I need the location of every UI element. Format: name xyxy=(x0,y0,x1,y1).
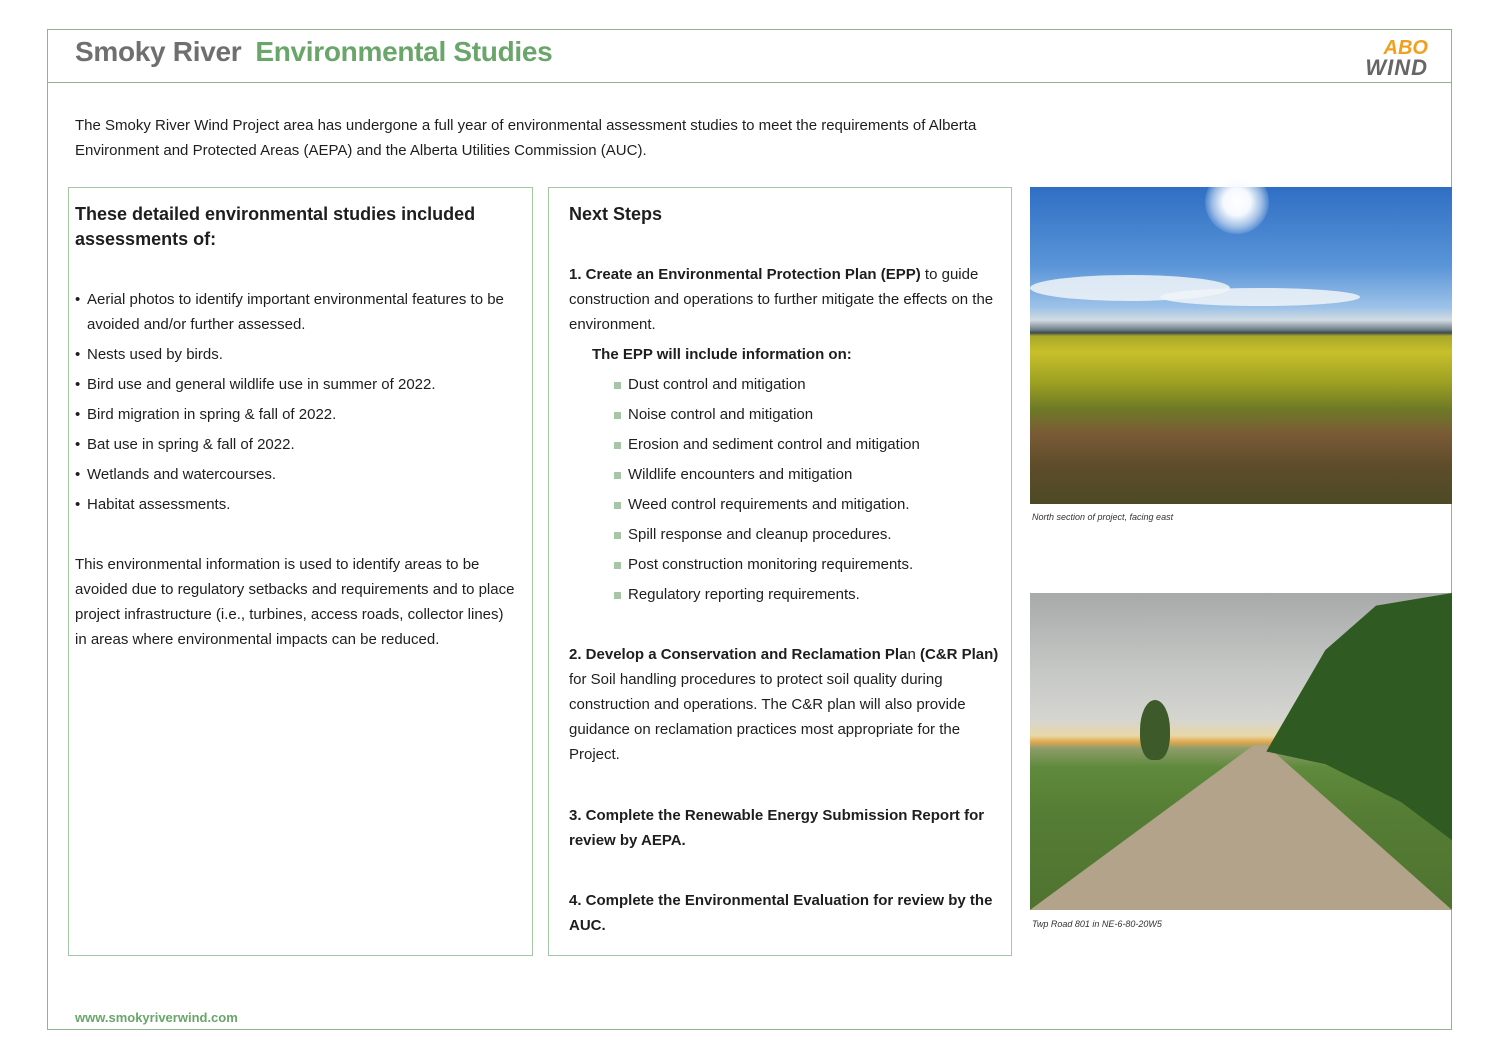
list-item: Dust control and mitigation xyxy=(613,372,920,397)
step-2 xyxy=(569,642,1009,767)
title-project-name: Smoky River xyxy=(75,36,242,67)
list-item: • Habitat assessments. xyxy=(75,492,520,517)
list-item: • Bird use and general wildlife use in summer of 2022. xyxy=(75,372,520,397)
step-3: 3. Complete the Renewable Energy Submission Report for review by AEPA. xyxy=(569,807,985,849)
list-item: • Nests used by birds. xyxy=(75,342,520,367)
list-item: Spill response and cleanup procedures. xyxy=(613,522,920,547)
title-section-name: Environmental Studies xyxy=(255,36,553,67)
page-title xyxy=(75,36,552,68)
photo-1-caption: North section of project, facing east xyxy=(1032,512,1174,522)
list-item: • Bat use in spring & fall of 2022. xyxy=(75,432,520,457)
step-2-title-a: 2. Develop a Conservation and Reclamation Pla xyxy=(569,646,908,663)
header-divider xyxy=(47,82,1452,83)
list-item: Weed control requirements and mitigation. xyxy=(613,492,920,517)
next-steps-heading: Next Steps xyxy=(569,204,663,224)
list-item: • Wetlands and watercourses. xyxy=(75,462,520,487)
list-item: Post construction monitoring requirements. xyxy=(613,552,920,577)
list-item: Erosion and sediment control and mitigation xyxy=(613,432,920,457)
studies-list xyxy=(75,287,520,522)
list-item: • Bird migration in spring & fall of 2022. xyxy=(75,402,520,427)
website-link[interactable]: www.smokyriverwind.com xyxy=(75,1010,238,1025)
epp-list xyxy=(613,372,920,612)
logo-wind-text: WIND xyxy=(1365,55,1428,80)
list-item: Regulatory reporting requirements. xyxy=(613,582,920,607)
abo-wind-logo xyxy=(1350,38,1430,78)
step-2-title-b: (C&R Plan) xyxy=(915,646,999,663)
logo-abo-text: ABO xyxy=(1383,37,1428,59)
photo-2-caption: Twp Road 801 in NE-6-80-20W5 xyxy=(1032,919,1162,929)
epp-subheading: The EPP will include information on: xyxy=(592,346,852,363)
studies-heading: These detailed environmental studies included assessments of: xyxy=(75,204,476,249)
studies-paragraph: This environmental information is used to identify areas to be avoided due to regulatory setbacks and requirements and to place project infrastructure (i.e., turbines, access roads, collector lines) in areas where environmental impacts can be reduced. xyxy=(75,556,515,648)
step-2-title-n: n xyxy=(907,646,916,663)
canola-field-photo xyxy=(1030,187,1452,504)
sun-glare xyxy=(1205,170,1269,234)
step-1 xyxy=(569,262,1009,337)
step-4: 4. Complete the Environmental Evaluation for review by the AUC. xyxy=(569,892,993,934)
step-2-text: for Soil handling procedures to protect soil quality during construction and operations. The C&R plan will also provide guidance on reclamation practices most appropriate for the Project. xyxy=(569,671,966,763)
intro-paragraph: The Smoky River Wind Project area has undergone a full year of environmental assessment studies to meet the requirements of Alberta Environment and Protected Areas (AEPA) and the Alberta Utilities Commission (AUC). xyxy=(75,117,977,159)
step-1-text: to guide construction and operations to further mitigate the effects on the environment. xyxy=(569,266,994,333)
list-item: Noise control and mitigation xyxy=(613,402,920,427)
list-item: • Aerial photos to identify important environmental features to be avoided and/or further assessed. xyxy=(75,287,520,337)
lone-tree-shape xyxy=(1140,700,1170,760)
cloud-shape xyxy=(1160,288,1360,306)
step-1-title: 1. Create an Environmental Protection Plan (EPP) xyxy=(569,266,921,283)
list-item: Wildlife encounters and mitigation xyxy=(613,462,920,487)
